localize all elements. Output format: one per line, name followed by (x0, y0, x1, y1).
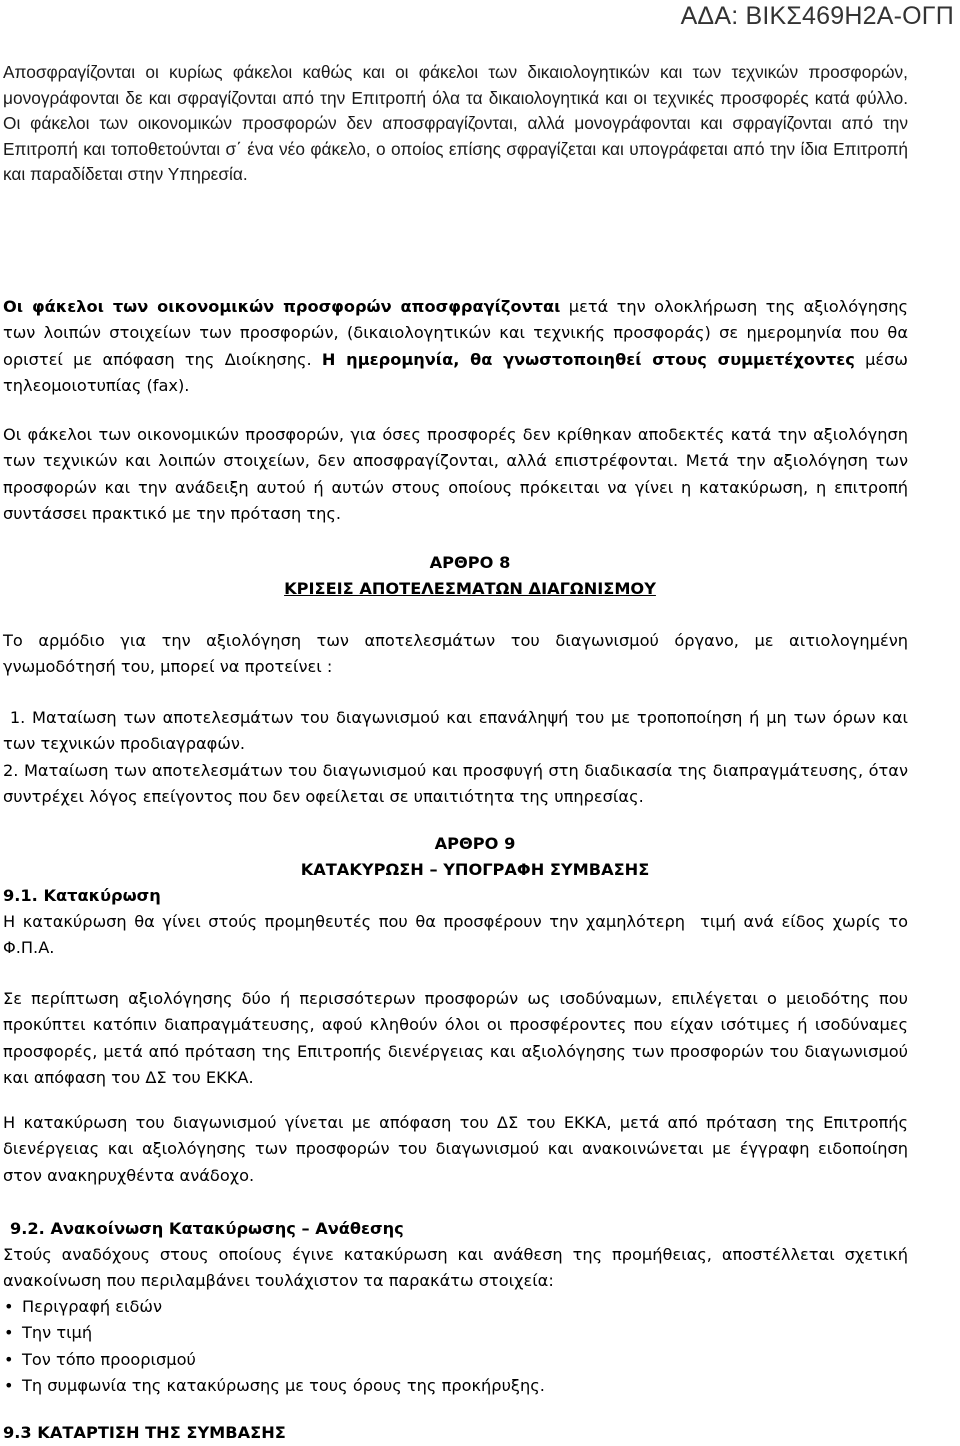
section-9-2-intro-text: Στούς αναδόχους στους οποίους έγινε κατακύρωση και ανάθεση της προμήθειας, αποστέλλεται σχετική ανακοίνωση που περιλαμβάνει τουλάχιστον τα παρακάτω στοιχεία: (3, 1245, 908, 1291)
article8-title: ΑΡΘΡΟ 8 (429, 553, 511, 572)
paragraph-opening-envelopes: Αποσφραγίζονται οι κυρίως φάκελοι καθώς και οι φάκελοι των δικαιολογητικών και των τεχνικών προσφορών, μονογράφονται δε και σφραγίζονται από την Επιτροπή όλα τα δικαιολογητικά και οι τεχνικές προσφορές κατά φύλλο. Οι φάκελοι των οικονομικών προσφορών δεν αποσφραγίζονται, αλλά μονογράφονται και σφραγίζονται από την Επιτροπή και τοποθετούνται σ΄ ένα νέο φάκελο, ο οποίος επίσης σφραγίζεται και υπογράφεται από την ίδια Επιτροπή και παραδίδεται στην Υπηρεσία. (3, 62, 908, 185)
list-item: • Την τιμή (3, 1320, 908, 1346)
section-9-3-title: 9.3 ΚΑΤΑΡΤΙΣΗ ΤΗΣ ΣΥΜΒΑΣΗΣ (3, 1423, 286, 1442)
list-item: • Περιγραφή ειδών (3, 1294, 908, 1320)
section-9-1-para1 (3, 909, 914, 962)
bullet-icon: • (4, 1297, 14, 1316)
bullet-icon: • (4, 1375, 14, 1395)
bold-financial-offers-text: Οι φάκελοι των οικονομικών προσφορών αποσφραγίζονται (3, 297, 561, 316)
section-9-1-para2-text: Σε περίπτωση αξιολόγησης δύο ή περισσότερων προσφορών ως ισοδύναμων, επιλέγεται ο μειοδότης που προκύπτει κατόπιν διαπραγμάτευσης, αφού κληθούν όλοι οι προσφέροντες που είχαν ισότιμες ή ισοδύναμες προσφορές, μετά από πρόταση της Επιτροπής διενέργειας και αξιολόγησης των προσφορών του διαγωνισμού και απόφαση του ΔΣ του ΕΚΚΑ. (3, 989, 908, 1087)
list-item: • Τη συμφωνία της κατακύρωσης με τους όρους της προκήρυξης. (3, 1373, 908, 1399)
section-9-1-para2 (3, 986, 908, 1091)
article8-items (3, 705, 914, 810)
rejected-offers-text: Οι φάκελοι των οικονομικών προσφορών, για όσες προσφορές δεν κρίθηκαν αποδεκτές κατά την αξιολόγηση των τεχνικών και λοιπών στοιχείων, δεν αποσφραγίζονται, αλλά επιστρέφονται. Μετά την αξιολόγηση των προσφορών και την ανάδειξη αυτού ή αυτών στους οποίους πρόκειται να γίνει η κατακύρωση, η επιτροπή συντάσσει πρακτικό με την πρόταση της. (3, 425, 908, 523)
article8-subtitle: ΚΡΙΣΕΙΣ ΑΠΟΤΕΛΕΣΜΑΤΩΝ ΔΙΑΓΩΝΙΣΜΟΥ (284, 579, 656, 598)
section-9-1-title: 9.1. Κατακύρωση (3, 886, 161, 905)
article9-title: ΑΡΘΡΟ 9 (434, 834, 516, 853)
paragraph-rejected-offers (3, 422, 908, 527)
bold-date-notice-text: Η ημερομηνία, θα γνωστοποιηθεί στους συμμετέχοντες (321, 349, 855, 369)
section-9-2-intro (3, 1242, 908, 1295)
list-item: • Τον τόπο προορισμού (3, 1347, 908, 1373)
bullet-icon: • (4, 1323, 14, 1343)
fax-text: μέσω τηλεομοιοτυπίας (fax). (3, 349, 908, 395)
bullet-icon: • (4, 1349, 14, 1369)
section-9-2-list (3, 1294, 908, 1399)
section-9-2-title: 9.2. Ανακοίνωση Κατακύρωσης – Ανάθεσης (10, 1219, 404, 1238)
article8-item-2: 2. Ματαίωση των αποτελεσμάτων του διαγωνισμού και προσφυγή στη διαδικασία της διαπραγμάτευσης, όταν συντρέχει λόγος επείγοντος που δεν οφείλεται σε υπαιτιότητα της υπηρεσίας. (3, 760, 908, 806)
article9-subtitle: ΚΑΤΑΚΥΡΩΣΗ – ΥΠΟΓΡΑΦΗ ΣΥΜΒΑΣΗΣ (300, 860, 650, 879)
section-9-1-para3-text: Η κατακύρωση του διαγωνισμού γίνεται με απόφαση του ΔΣ του ΕΚΚΑ, μετά από πρόταση της Επιτροπής διενέργειας και αξιολόγησης των προσφορών του διαγωνισμού και ανακοινώνεται με έγγραφη ειδοποίηση στον ανακηρυχθέντα ανάδοχο. (3, 1113, 908, 1185)
article8-intro-text: Το αρμόδιο για την αξιολόγηση των αποτελεσμάτων του διαγωνισμού όργανο, με αιτιολογημένη γνωμοδότησή του, μπορεί να προτείνει : (3, 631, 908, 677)
section-9-1-para3 (3, 1110, 908, 1189)
article8-intro (3, 628, 908, 681)
paragraph-financial-offers (3, 294, 908, 399)
ada-identifier: ΑΔΑ: ΒΙΚΣ469Η2Α-ΟΓΠ (680, 2, 954, 30)
financial-offers-text: μετά την ολοκλήρωση της αξιολόγησης των λοιπών στοιχείων των προσφορών, (δικαιολογητικών και τεχνικής προσφοράς) σε ημερομηνία που θα οριστεί με απόφαση της Διοίκησης. (3, 297, 908, 369)
section-9-1-para1-text: Η κατακύρωση θα γίνει στούς προμηθευτές που θα προσφέρουν την χαμηλότερη τιμή ανά είδος χωρίς το Φ.Π.Α. (3, 912, 914, 958)
article8-item-1: 1. Ματαίωση των αποτελεσμάτων του διαγωνισμού και επανάληψή του με τροποποίηση ή μη των όρων και των τεχνικών προδιαγραφών. (3, 708, 914, 754)
